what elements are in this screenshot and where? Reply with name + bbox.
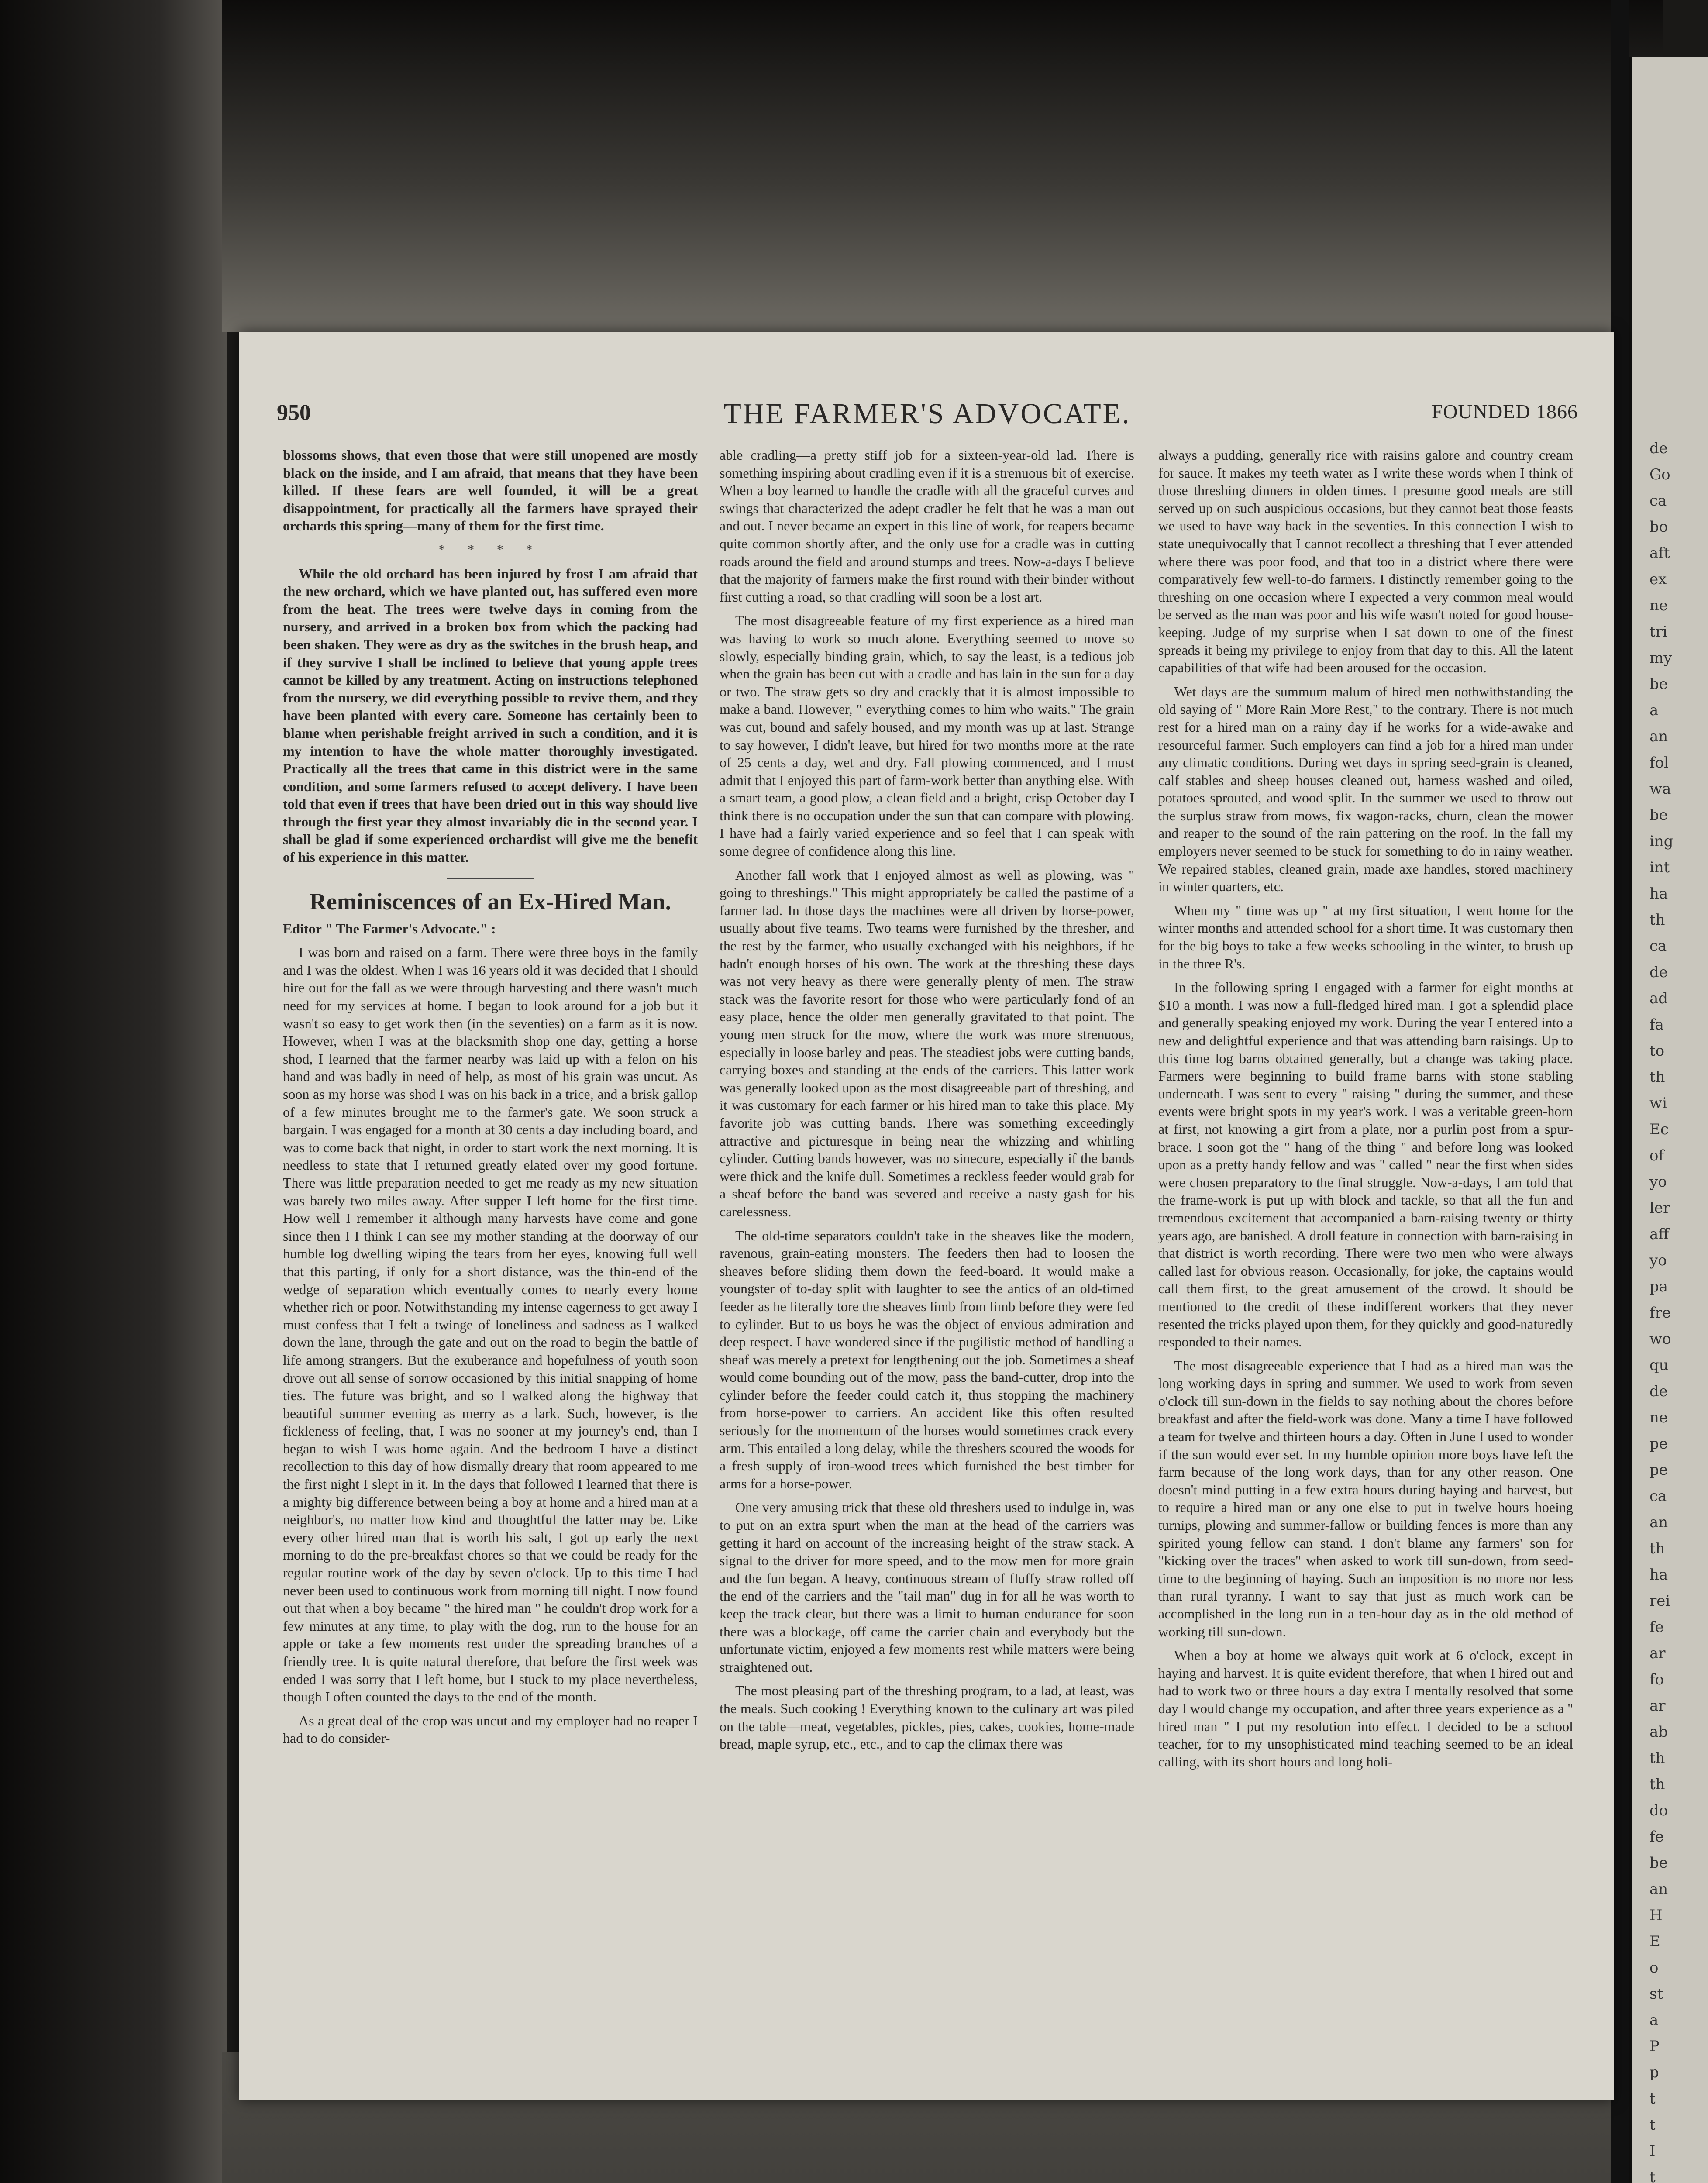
article-paragraph: always a pudding, generally rice with raisins galore and country cream for sauce. It makes my teeth water as I write these words when I think of those threshing dinners in olden times. I presume good meals are still served up on such auspicious occasions, but they cannot beat those feasts we used to have way back in the seventies. In this connection I wish to state unequivocally that I cannot recollect a threshing that I ever attended where there was poor food, and that too in a district where there were comparatively few well-to-do farmers. I distinctly remember going to the threshing on one occasion where I expected a very common meal would be served as the man was poor and his wife wasn't noted for good house-keeping. Judge of my surprise when I sat down to one of the finest spreads it being my privilege to enjoy from that day to this. All the latent capabilities of that wife had been aroused for the occasion. — [1158, 447, 1573, 676]
adjacent-page-fragment: rei — [1649, 1592, 1670, 1610]
adjacent-page-fragment: pa — [1649, 1278, 1668, 1295]
masthead: THE FARMER'S ADVOCATE. — [723, 398, 1131, 430]
adjacent-page-fragment: ha — [1649, 1566, 1668, 1584]
adjacent-page-fragment: wa — [1649, 780, 1671, 798]
adjacent-page-fragment: E — [1649, 1933, 1660, 1950]
adjacent-page-fragment: int — [1649, 859, 1670, 876]
newspaper-page — [239, 332, 1614, 2100]
orchard-paragraph-2: While the old orchard has been injured by frost I am afraid that the new orchard, which we have planted out, has suffered even more from the heat. The trees were twelve days in coming from the nursery, and arrived in a broken box from which the packing had been shaken. They were as dry as the switches in the brush heap, and if they survive I shall be inclined to believe that young apple trees cannot be killed by any treatment. Acting on instructions telephoned from the nursery, we did everything possible to revive them, and they have been planted with every care. Someone has certainly been to blame when perishable freight arrived in such a condition, and it is my intention to have the whole matter thoroughly investigated. Practically all the trees that came in this district were in the same condition, and some farmers refused to accept delivery. I have been told that even if trees that have been dried out in this way should live through the first year they almost invariably die in the second year. I shall be glad if some experienced orchardist will give me the benefit of his experience in this matter. — [283, 565, 698, 865]
article-title: Reminiscences of an Ex-Hired Man. — [309, 888, 671, 915]
article-paragraph: The most pleasing part of the threshing program, to a lad, at least, was the meals. Such cooking ! Everything known to the culinary art was piled on the table—meat, vegetables, pickles, pies, cakes, cookies, home-made bread, maple syrup, etc., etc., and to cap the climax there was — [720, 1683, 1134, 1752]
article-paragraph: As a great deal of the crop was uncut and my employer had no reaper I had to do consider- — [283, 1712, 698, 1746]
article-paragraph: Wet days are the summum malum of hired men nothwithstanding the old saying of " More Rain More Rest," to the contrary. There is not much rest for a hired man on a rainy day if he works for a wide-awake and resourceful farmer. Such employers can find a job for a hired man under any climatic conditions. During wet days in spring seed-grain is cleaned, calf stables and sheep houses cleaned out, harness washed and oiled, potatoes sprouted, and wood split. In the summer we used to throw out the surplus straw from mows, fix wagon-racks, churn, clean the mower and reaper to the sound of the rain pattering on the roof. In the fall my employers never seemed to be stuck for something to do in rainy weather. We repaired stables, cleaned grain, made axe handles, stored machinery in winter quarters, etc. — [1158, 683, 1573, 895]
article-paragraph: The most disagreeable feature of my first experience as a hired man was having to work so much alone. Everything seemed to move so slowly, especially binding grain, which, to say the least, is a tedious job when the grain has been cut with a cradle and has lain in the sun for a day or two. The straw gets so dry and crackly that it is almost impossible to make a band. However, " everything comes to him who waits." The grain was cut, bound and safely housed, and my month was up at last. Strange to say however, I didn't leave, but hired for two months more at the rate of 25 cents a day, wet and dry. Fall plowing commenced, and I must admit that I enjoyed this part of farm-work better than anything else. With a smart team, a good plow, a clean field and a bright, crisp October day I think there is no occupation under the sun that can compare with plowing. I have had a fairly varied experience and so feel that I can speak with some degree of confidence along this line. — [720, 613, 1134, 859]
adjacent-page-fragment: th — [1649, 911, 1665, 929]
adjacent-page-fragment: fe — [1649, 1828, 1664, 1846]
adjacent-page-fragment: aff — [1649, 1226, 1669, 1243]
article-paragraph: able cradling—a pretty stiff job for a sixteen-year-old lad. There is something inspiring about cradling even if it is a strenuous bit of exercise. When a boy learned to handle the cradle with all the graceful curves and swings that characterized the adept cradler he felt that he was a man out and out. I never became an expert in this line of work, for reapers became quite common shortly after, and the only use for a cradle was in cutting roads around the field and around stumps and trees. Now-a-days I believe that the majority of farmers make the first round with their binder without first cutting a road, so that cradling will soon be a lost art. — [720, 447, 1134, 605]
adjacent-page-fragment: t — [1649, 2169, 1656, 2183]
column-3 — [1158, 446, 1573, 2079]
adjacent-page-fragment: bo — [1649, 518, 1668, 536]
adjacent-page-fragment: th — [1649, 1068, 1665, 1086]
adjacent-page-fragment: wi — [1649, 1095, 1667, 1112]
adjacent-page-fragment: do — [1649, 1802, 1668, 1819]
adjacent-page-fragment: a — [1649, 702, 1659, 719]
adjacent-page-fragment: fo — [1649, 1671, 1664, 1688]
adjacent-page-fragment: th — [1649, 1749, 1665, 1767]
adjacent-page-fragment: t — [1649, 2116, 1656, 2134]
adjacent-page-fragment: ler — [1649, 1199, 1670, 1217]
adjacent-page-fragment: to — [1649, 1042, 1665, 1060]
adjacent-page-fragment: an — [1649, 1514, 1668, 1531]
page-number: 950 — [277, 400, 311, 425]
adjacent-page-fragment: fre — [1649, 1304, 1671, 1322]
article-paragraph: When my " time was up " at my first situation, I went home for the winter months and attended school for a short time. It was customary then for the big boys to take a few weeks schooling in the winter, to brush up in the three R's. — [1158, 902, 1573, 971]
adjacent-page-fragment: fol — [1649, 754, 1669, 771]
adjacent-page-fragment: th — [1649, 1776, 1665, 1793]
section-stars: * * * * — [438, 542, 542, 557]
adjacent-page-fragment: p — [1649, 2064, 1659, 2081]
adjacent-page-fragment: be — [1649, 675, 1668, 693]
adjacent-page-fragment: tri — [1649, 623, 1667, 640]
previous-page-shadow — [222, 0, 1663, 332]
adjacent-page-fragment: ne — [1649, 1409, 1668, 1426]
orchard-paragraph: blossoms shows, that even those that were still unopened are mostly black on the inside, and I am afraid, that means that they have been killed. If these fears are well founded, it will be a great disappointment, for practically all the farmers have sprayed their orchards this spring—many of them for the first time. — [283, 447, 698, 534]
adjacent-page-fragment: aft — [1649, 544, 1670, 562]
adjacent-page-fragment: H — [1649, 1907, 1663, 1924]
adjacent-page-fragment: t — [1649, 2090, 1656, 2107]
adjacent-page-fragment: ca — [1649, 1487, 1667, 1505]
adjacent-page-fragment: Ec — [1649, 1121, 1669, 1138]
adjacent-page-fragment: of — [1649, 1147, 1664, 1164]
adjacent-page-fragment: an — [1649, 728, 1668, 745]
article-paragraph: The most disagreeable experience that I had as a hired man was the long working days in spring and summer. We used to work from seven o'clock till sun-down in the fields to say nothing about the chores before breakfast and after the field-work was done. Many a time I have followed a team for twelve and thirteen hours a day. Often in June I used to wonder if the sun would ever set. In my humble opinion more boys have left the farm because of the long work days, than for any other reason. One doesn't mind putting in a few extra hours during haying and harvest, but to require a hired man or any one else to put in twelve hours hoeing turnips, plowing and summer-fallow or building fences is more than any spirited young fellow can stand. I don't blame any farmers' son for "kicking over the traces" when asked to work till sun-down, from seed-time to the beginning of haying. Such an imposition is no more nor less than rural tyranny. I want to say that just as much work can be accomplished in the long run in a ten-hour day as in the old method of working till sun-down. — [1158, 1357, 1573, 1639]
adjacent-page-fragment: ca — [1649, 492, 1667, 510]
adjacent-page-fragment: o — [1649, 1959, 1659, 1976]
adjacent-page-fragment: pe — [1649, 1435, 1668, 1453]
adjacent-page-fragment: be — [1649, 806, 1668, 824]
founded-line: FOUNDED 1866 — [1431, 400, 1578, 423]
adjacent-page-fragment: P — [1649, 2038, 1660, 2055]
article-paragraph: Another fall work that I enjoyed almost as well as plowing, was " going to threshings." This might appropriately be called the pastime of a farmer lad. In those days the machines were all driven by horse-power, usually about five teams. Two teams were furnished by the thresher, and the rest by the farmer, who usually exchanged with his neighbors, if he hadn't enough horses of his own. The work at the threshing these days was not very heavy as there were generally plenty of men. The straw stack was the favorite resort for those who were particularly fond of an easy place, hence the older men generally gravitated to that point. The young men struck for the mow, where the work was more strenuous, especially in loose barley and peas. The steadiest jobs were cutting bands, carrying boxes and standing at the ends of the carriers. This latter work was generally looked upon as the most disagreeable part of threshing, and it was customary for each farmer or his hired man to take this place. My favorite job was cutting bands. There was something exceedingly attractive and picturesque in being near the whizzing and whirling cylinder. Cutting bands however, was no sinecure, especially if the bands were thick and the knife dull. Sometimes a reckless feeder would grab for a sheaf before the band was severed and receive a nasty gash for his carelessness. — [720, 867, 1134, 1219]
article-paragraph: One very amusing trick that these old threshers used to indulge in, was to put on an extra spurt when the man at the head of the carriers was getting it hard on account of the increasing height of the straw stack. A signal to the driver for more speed, and to the mow men for more grain and the fun began. A heavy, continuous stream of fluffy straw rolled off the end of the carriers and the "tail man" dug in for all he was worth to keep the track clear, but there was a limit to human endurance for soon there was a blockage, off came the carrier chain and everybody but the unfortunate victim, enjoyed a few moments rest while matters were being straightened out. — [720, 1499, 1134, 1675]
adjacent-page-fragment: fa — [1649, 1016, 1664, 1033]
adjacent-page-fragment: wo — [1649, 1330, 1671, 1348]
adjacent-page-fragment: ne — [1649, 597, 1668, 614]
editor-line: Editor " The Farmer's Advocate." : — [283, 920, 496, 937]
section-rule — [447, 878, 534, 879]
adjacent-page-fragment: ar — [1649, 1697, 1666, 1715]
page-header — [277, 397, 1578, 432]
adjacent-page-fragment: ex — [1649, 571, 1667, 588]
adjacent-page-fragment: pe — [1649, 1461, 1668, 1479]
adjacent-page-fragment: th — [1649, 1540, 1665, 1557]
adjacent-page-fragment: ab — [1649, 1723, 1668, 1741]
article-paragraph: In the following spring I engaged with a farmer for eight months at $10 a month. I was now a full-fledged hired man. I got a splendid place and generally speaking enjoyed my work. During the year I entered into a new and delightful experience and that was attending barn raisings. Up to this time log barns obtained generally, but a change was taking place. Farmers were beginning to build frame barns with stone stabling underneath. I was sent to every " raising " during the summer, and these events were bright spots in my year's work. I was a veritable green-horn at first, not knowing a girt from a plate, nor a purlin post from a spur-brace. I soon got the " hang of the thing " and before long was looked upon as a pretty handy fellow and was " called " near the first when sides were chosen preparatory to the final struggle. Now-a-days, I am told that the frame-work is put up with block and tackle, so that all the fun and tremendous excitement that accompanied a barn-raising twenty or thirty years ago, are banished. A droll feature in connection with barn-raising in that district is worth recording. There were two men who were always called last for obvious reason. Occasionally, for joke, the captains would call them first, to the great amusement of the crowd. It should be mentioned to the credit of these indifferent workers that they never resented the tricks played upon them, for they quickly and good-naturedly responded to their names. — [1158, 979, 1573, 1350]
adjacent-page-fragment: ar — [1649, 1645, 1666, 1662]
adjacent-page-fragment: yo — [1649, 1173, 1667, 1191]
adjacent-page-fragment: de — [1649, 964, 1668, 981]
adjacent-page-fragment: my — [1649, 649, 1672, 667]
adjacent-page-strip — [1624, 57, 1708, 2183]
text-columns — [283, 446, 1575, 2079]
adjacent-page-fragment: de — [1649, 440, 1668, 457]
adjacent-page-fragment: I — [1649, 2142, 1656, 2160]
adjacent-page-fragment: Go — [1649, 466, 1670, 483]
article-paragraph: When a boy at home we always quit work at 6 o'clock, except in haying and harvest. It is quite evident therefore, that when I hired out and had to work two or three hours a day extra I mentally resolved that some day I would change my occupation, and after three years experience as a " hired man " I put my resolution into effect. I decided to be a school teacher, for to my unsophisticated mind teaching seemed to be an ideal calling, with its short hours and long holi- — [1158, 1647, 1573, 1770]
adjacent-page-fragment: ad — [1649, 990, 1668, 1007]
column-2 — [720, 446, 1134, 2079]
adjacent-page-fragment: fe — [1649, 1618, 1664, 1636]
adjacent-page-fragment: be — [1649, 1854, 1668, 1872]
adjacent-page-fragment: ha — [1649, 885, 1668, 902]
adjacent-page-fragment: yo — [1649, 1252, 1667, 1269]
adjacent-page-fragment: an — [1649, 1880, 1668, 1898]
film-edge-left — [0, 0, 227, 2183]
adjacent-page-fragment: de — [1649, 1383, 1668, 1400]
film-edge-right — [1611, 0, 1629, 2183]
article-paragraph: I was born and raised on a farm. There were three boys in the family and I was the oldest. When I was 16 years old it was decided that I should hire out for the fall as we were through harvesting and there wasn't much need for my services at home. I began to look around for a job but it wasn't so easy to get work then (in the seventies) on a farm as it is now. However, when I was at the blacksmith shop one day, getting a horse shod, I learned that the farmer nearby was laid up with a felon on his hand and was badly in need of help, as most of his grain was uncut. As soon as my horse was shod I was on his back in a trice, and a brisk gallop of a few minutes brought me to the farmer's gate. We soon struck a bargain. I was engaged for a month at 30 cents a day including board, and was to come back that night, in order to start work the next morning. It is needless to state that I returned greatly elated over my good fortune. There was little preparation needed to get me ready as my new situation was barely two miles away. After supper I left home for the first time. How well I remember it although many harvests have come and gone since then I I think I can see my mother standing at the doorway of our humble log dwelling wiping the tears from her eyes, knowing full well that this parting, if only for a short distance, was the thin-end of the wedge of separation which eventually comes to nearly every home whether rich or poor. Notwithstanding my intense eagerness to get away I must confess that I felt a twinge of loneliness and sadness as I walked down the lane, through the gate and out on the road to begin the battle of life among strangers. But the exuberance and hopefulness of youth soon drove out all sense of sorrow occasioned by this initial snapping of home ties. The future was bright, and so I walked along the highway that beautiful summer evening as merry as a lark. Such, however, is the fickleness of feeling, that, I was no sooner at my journey's end, than I began to wish I was home again. And the bedroom I have a distinct recollection to this day of how dismally dreary that room appeared to me the first night I slept in it. In the days that followed I learned that there is a mighty big difference between being a boy at home and a hired man at a neighbor's, no matter how kind and thoughtful the latter may be. Like every other hired man that is worth his salt, I got up early the next morning to do the pre-breakfast chores so that we could be ready for the regular routine work of the day by seven o'clock. Up to this time I had never been used to continuous work from morning till night. I now found out that when a boy became " the hired man " he couldn't drop work for a few minutes at any time, to play with the dog, run to the house for an apple or take a few moments rest under the spreading branches of a friendly tree. It is quite natural therefore, that before the first week was ended I was sorry that I left home, but I stuck to my place nevertheless, though I often counted the days to the end of the month. — [283, 944, 698, 1705]
column-1 — [283, 446, 698, 2079]
article-paragraph: The old-time separators couldn't take in the sheaves like the modern, ravenous, grain-eating monsters. The feeders then had to loosen the sheaves before sliding them down the feed-board. It would make a youngster of to-day split with laughter to see the antics of an old-timed feeder as he literally tore the sheaves limb from limb before they were fed to cylinder. But to us boys he was the object of envious admiration and deep respect. I have wondered since if the pugilistic method of handling a sheaf was merely a pretext for lengthening out the job. Sometimes a sheaf would come bounding out of the mow, pass the band-cutter, drop into the cylinder before the feeder could catch it, thus stopping the machinery from horse-power to carriers. An accident like this often resulted seriously for the momentum of the horses would sometimes crack every arm. This entailed a long delay, while the threshers scoured the woods for a fresh supply of iron-wood trees which furnished the best timber for arms for a horse-power. — [720, 1227, 1134, 1491]
adjacent-page-fragment: ca — [1649, 937, 1667, 955]
adjacent-page-fragment: ing — [1649, 833, 1674, 850]
adjacent-page-fragment: a — [1649, 2011, 1659, 2029]
adjacent-page-fragment: st — [1649, 1985, 1663, 2003]
adjacent-page-fragment: qu — [1649, 1357, 1669, 1374]
